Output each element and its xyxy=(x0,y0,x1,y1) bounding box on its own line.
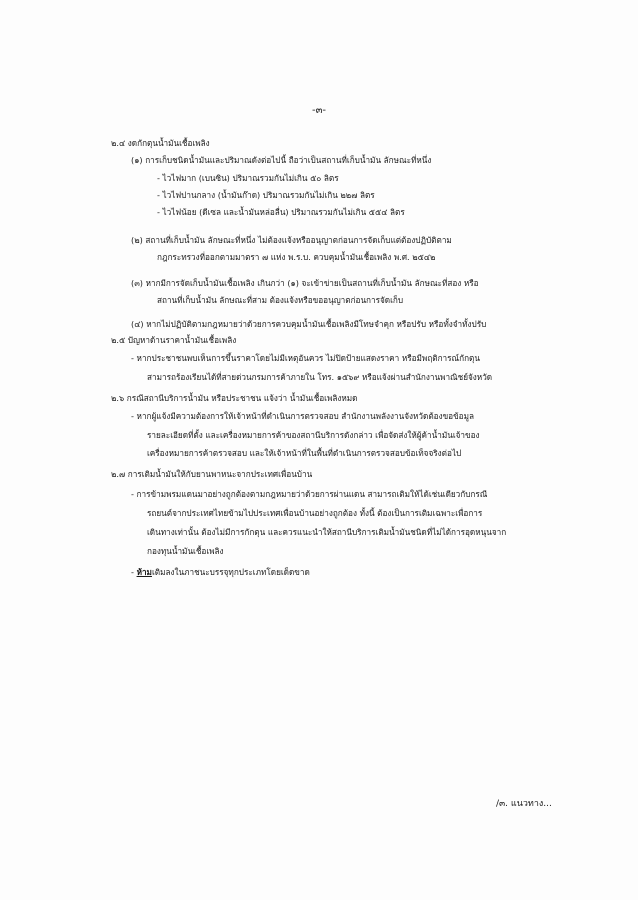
section-2-6-line-3: เครื่องหมายการค้าตรวจสอบ และให้เจ้าหน้าที่ในพื้นที่ดำเนินการตรวจสอบข้อเท็จจริงต่อไป xyxy=(147,448,462,458)
section-2-4-item-4: (๔) หากไม่ปฏิบัติตามกฎหมายว่าด้วยการควบคุมน้ำมันเชื้อเพลิงมีโทษจำคุก หรือปรับ หรือทั้งจำทั้งปรับ xyxy=(131,319,487,329)
section-2-4-item-2: (๒) สถานที่เก็บน้ำมัน ลักษณะที่หนึ่ง ไม่ต้องแจ้งหรืออนุญาตก่อนการจัดเก็บแต่ต้องปฏิบัติตาม xyxy=(131,235,452,245)
section-2-5-line-1: - หากประชาชนพบเห็นการขึ้นราคาโดยไม่มีเหตุอันควร ไม่ปิดป้ายแสดงราคา หรือมีพฤติการณ์กักตุน xyxy=(131,353,480,363)
section-2-7-line-2: รถยนต์จากประเทศไทยข้ามไปประเทศเพื่อนบ้านอย่างถูกต้อง ทั้งนี้ ต้องเป็นการเติมเฉพาะเพื่อการ xyxy=(147,508,483,518)
section-2-4-item-1: (๑) การเก็บชนิดน้ำมันและปริมาณดังต่อไปนี้ ถือว่าเป็นสถานที่เก็บน้ำมัน ลักษณะที่หนึ่ง xyxy=(131,155,432,165)
section-2-4-sub-1: - ไวไฟมาก (เบนซิน) ปริมาณรวมกันไม่เกิน ๕๐ ลิตร xyxy=(157,173,339,183)
section-2-4-item-3: (๓) หากมีการจัดเก็บน้ำมันเชื้อเพลิง เกินกว่า (๑) จะเข้าข่ายเป็นสถานที่เก็บน้ำมัน ลักษณะที่สอง หรือ xyxy=(131,278,479,288)
page-number: -๓- xyxy=(311,105,327,116)
continuation-footer: /๓. แนวทาง... xyxy=(496,799,552,809)
section-2-4-item-2-cont: กฎกระทรวงที่ออกตามมาตรา ๗ แห่ง พ.ร.บ. ควบคุมน้ำมันเชื้อเพลิง พ.ศ. ๒๕๔๒ xyxy=(157,252,436,262)
prohibit-prefix: - xyxy=(131,567,137,577)
section-2-4-heading: ๒.๔ งดกักตุนน้ำมันเชื้อเพลิง xyxy=(111,138,210,148)
section-2-4-sub-2: - ไวไฟปานกลาง (น้ำมันก๊าด) ปริมาณรวมกันไม่เกิน ๒๒๗ ลิตร xyxy=(157,190,375,200)
section-2-4-item-3-cont: สถานที่เก็บน้ำมัน ลักษณะที่สาม ต้องแจ้งหรือขออนุญาตก่อนการจัดเก็บ xyxy=(157,295,404,305)
prohibit-word: ห้าม xyxy=(136,567,152,577)
prohibit-rest: เติมลงในภาชนะบรรจุทุกประเภทโดยเด็ดขาด xyxy=(151,567,310,577)
section-2-6-line-2: รายละเอียดที่ตั้ง และเครื่องหมายการค้าของสถานีบริการดังกล่าว เพื่อจัดส่งให้ผู้ค้าน้ำมันเจ้าของ xyxy=(147,430,480,440)
section-2-7-line-5 xyxy=(131,566,310,578)
section-2-7-line-1: - การข้ามพรมแดนมาอย่างถูกต้องตามกฎหมายว่าด้วยการผ่านแดน สามารถเติมให้ได้เช่นเดียวกับกรณี xyxy=(131,489,488,499)
section-2-5-line-2: สามารถร้องเรียนได้ที่สายด่วนกรมการค้าภายใน โทร. ๑๕๖๙ หรือแจ้งผ่านสำนักงานพาณิชย์จังหวัด xyxy=(147,372,493,382)
section-2-6-heading: ๒.๖ กรณีสถานีบริการน้ำมัน หรือประชาชน แจ้งว่า น้ำมันเชื้อเพลิงหมด xyxy=(111,393,358,403)
section-2-6-line-1: - หากผู้แจ้งมีความต้องการให้เจ้าหน้าที่ดำเนินการตรวจสอบ สำนักงานพลังงานจังหวัดต้องขอข้อมูล xyxy=(131,411,475,421)
section-2-7-line-3: เดินทางเท่านั้น ต้องไม่มีการกักตุน และควรแนะนำให้สถานีบริการเติมน้ำมันชนิดที่ไม่ได้การอุดหนุนจาก xyxy=(147,527,507,537)
section-2-4-sub-3: - ไวไฟน้อย (ดีเซล และน้ำมันหล่อลื่น) ปริมาณรวมกันไม่เกิน ๕๕๔ ลิตร xyxy=(157,207,405,217)
section-2-5-heading: ๒.๕ ปัญหาด้านราคาน้ำมันเชื้อเพลิง xyxy=(111,335,237,345)
section-2-7-line-4: กองทุนน้ำมันเชื้อเพลิง xyxy=(147,546,224,556)
section-2-7-heading: ๒.๗ การเติมน้ำมันให้กับยานพาหนะจากประเทศเพื่อนบ้าน xyxy=(111,469,313,479)
